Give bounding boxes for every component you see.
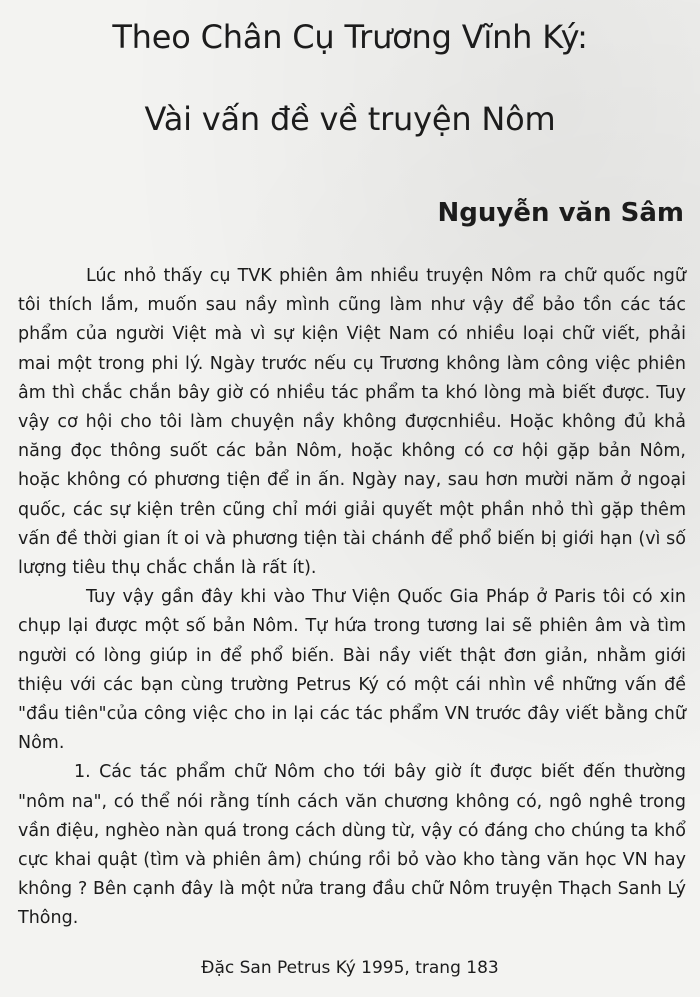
paragraph-2: Tuy vậy gần đây khi vào Thư Viện Quốc Gia Pháp ở Paris tôi có xin chụp lại được một số bản Nôm. Tự hứa trong tương lai sẽ phiên âm và tìm người có lòng giúp in để phổ biến. Bài nầy viết thật đơn giản, nhằm giới thiệu với các bạn cùng trường Petrus Ký có một cái nhìn về những vấn đề "đầu tiên"của công việc cho in lại các tác phẩm VN trước đây viết bằng chữ Nôm. <box>18 587 686 754</box>
paragraph-1: Lúc nhỏ thấy cụ TVK phiên âm nhiều truyện Nôm ra chữ quốc ngữ tôi thích lắm, muốn sau nầy mình cũng làm như vậy để bảo tồn các tác phẩm của người Việt mà vì sự kiện Việt Nam có nhiều loại chữ viết, phải mai một trong phi lý. Ngày trước nếu cụ Trương không làm công việc phiên âm thì chắc chắn bây giờ có nhiều tác phẩm ta khó lòng mà biết được. Tuy vậy cơ hội cho tôi làm chuyện nầy không đượcnhiều. Hoặc không đủ khả năng đọc thông suốt các bản Nôm, hoặc không có cơ hội gặp bản Nôm, hoặc không có phương tiện để in ấn. Ngày nay, sau hơn mười năm ở ngoại quốc, các sự kiện trên cũng chỉ mới giải quyết một phần nhỏ thì gặp thêm vấn đề thời gian ít oi và phương tiện tài chánh để phổ biến bị giới hạn (vì số lượng tiêu thụ chắc chắn là rất ít). <box>18 266 686 579</box>
article-body <box>18 262 686 934</box>
title-line-2: Vài vấn đề về truyện Nôm <box>144 100 556 138</box>
title-line-1: Theo Chân Cụ Trương Vĩnh Ký: <box>112 18 588 56</box>
page-footer: Đặc San Petrus Ký 1995, trang 183 <box>201 958 499 978</box>
author-name: Nguyễn văn Sâm <box>437 198 684 228</box>
paragraph-3: 1. Các tác phẩm chữ Nôm cho tới bây giờ ít được biết đến thường "nôm na", có thể nói rằng tính cách văn chương không có, ngô nghê trong vần điệu, nghèo nàn quá trong cách dùng từ, vậy có đáng cho chúng ta khổ cực khai quật (tìm và phiên âm) chúng rồi bỏ vào kho tàng văn học VN hay không ? Bên cạnh đây là một nửa trang đầu chữ Nôm truyện Thạch Sanh Lý Thông. <box>18 762 686 929</box>
